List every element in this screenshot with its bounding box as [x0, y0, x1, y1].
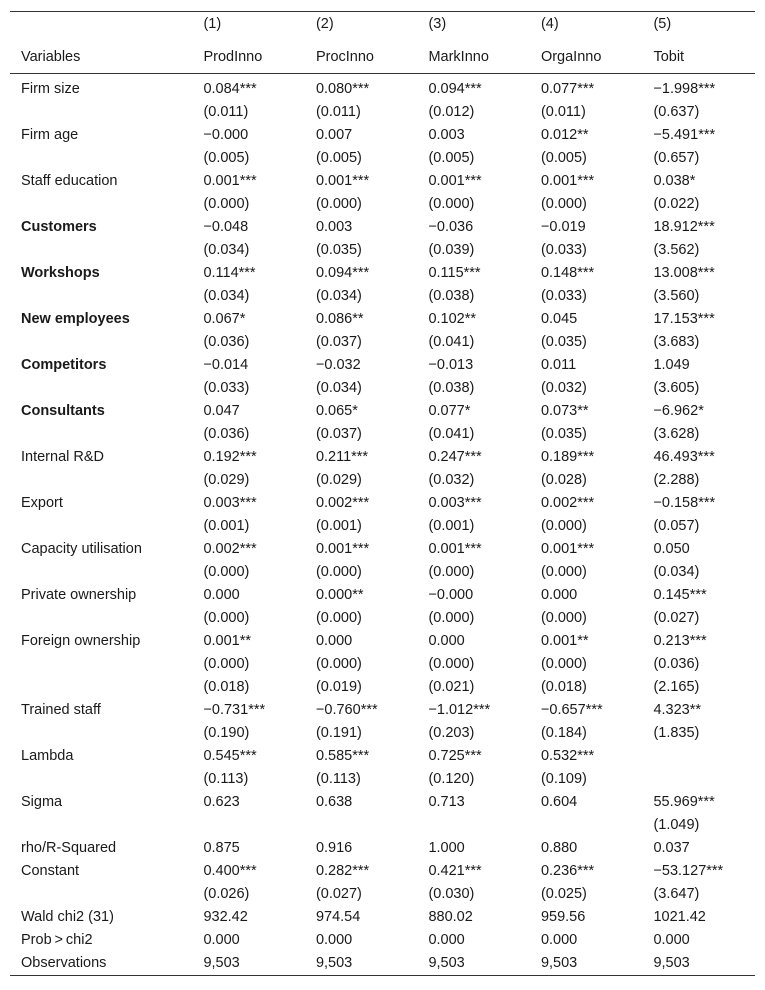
table-cell: −0.158***	[653, 495, 716, 511]
table-cell: 9,503	[428, 955, 465, 971]
table-cell: 880.02	[428, 909, 473, 925]
table-cell: 0.282***	[315, 863, 370, 879]
table-cell: (0.027)	[315, 886, 362, 902]
row-label: Observations	[21, 955, 107, 971]
table-cell: (0.001)	[203, 518, 250, 534]
table-cell: −0.014	[203, 357, 249, 373]
table-cell: (2.165)	[653, 679, 700, 695]
table-cell: (0.025)	[540, 886, 587, 902]
table-cell: 0.011	[540, 357, 577, 373]
table-cell: (0.022)	[653, 196, 700, 212]
table-cell: 0.001***	[315, 173, 370, 189]
table-cell: (0.113)	[203, 771, 249, 787]
table-cell	[192, 814, 305, 837]
table-cell: 0.000	[428, 633, 465, 649]
table-cell	[642, 768, 755, 791]
table-cell: 0.115***	[428, 265, 481, 281]
table-cell: (0.035)	[540, 334, 587, 350]
table-cell: 0.001***	[428, 173, 482, 189]
table-cell: 0.077***	[540, 81, 595, 97]
table-cell: (0.035)	[540, 426, 587, 442]
regression-table-container	[10, 0, 755, 976]
table-cell: 1.000	[428, 840, 465, 856]
table-cell: 0.000	[653, 932, 690, 948]
row-label	[10, 722, 192, 745]
table-cell: (3.647)	[653, 886, 700, 902]
table-cell: 0.114***	[203, 265, 256, 281]
table-cell: 0.236***	[540, 863, 595, 879]
table-cell: 974.54	[315, 909, 361, 925]
table-cell: (3.562)	[653, 242, 700, 258]
row-label	[10, 469, 192, 492]
row-label	[10, 193, 192, 216]
table-cell: (0.026)	[203, 886, 250, 902]
table-cell: 0.875	[203, 840, 240, 856]
table-cell: −0.019	[540, 219, 586, 235]
row-label	[10, 331, 192, 354]
table-cell: −0.760***	[315, 702, 378, 718]
table-cell: (0.000)	[428, 656, 475, 672]
table-cell: (0.034)	[315, 380, 362, 396]
table-cell: (0.033)	[203, 380, 250, 396]
row-label: Wald chi2 (31)	[21, 909, 114, 925]
column-header-row	[10, 43, 755, 74]
row-label: Customers	[21, 219, 97, 235]
row-label: New employees	[21, 311, 130, 327]
table-cell: (0.057)	[653, 518, 700, 534]
table-cell: (0.021)	[428, 679, 475, 695]
table-row	[10, 170, 755, 193]
table-row	[10, 193, 755, 216]
row-label: rho/R-Squared	[21, 840, 117, 856]
column-header: ProcInno	[305, 43, 418, 74]
table-cell	[305, 814, 418, 837]
table-cell: 0.213***	[653, 633, 707, 649]
table-cell: 0.080***	[315, 81, 370, 97]
table-cell: 0.065*	[315, 403, 358, 419]
table-cell: (0.005)	[315, 150, 362, 166]
table-cell: 0.003***	[428, 495, 482, 511]
table-cell: (0.000)	[540, 564, 587, 580]
table-cell: (0.005)	[428, 150, 475, 166]
table-row	[10, 538, 755, 561]
table-cell: 0.012**	[540, 127, 589, 143]
table-cell: 0.001**	[540, 633, 589, 649]
row-label	[10, 653, 192, 676]
table-cell: 0.001**	[203, 633, 252, 649]
table-row	[10, 285, 755, 308]
table-cell: (0.000)	[315, 564, 362, 580]
row-label	[10, 561, 192, 584]
row-label	[10, 607, 192, 630]
column-header: Variables	[10, 43, 192, 74]
table-cell: −0.000	[428, 587, 474, 603]
table-cell: (0.190)	[203, 725, 250, 741]
column-number: (5)	[653, 16, 672, 32]
table-cell: 13.008***	[653, 265, 715, 281]
table-row	[10, 860, 755, 883]
column-number	[10, 12, 192, 43]
table-row	[10, 331, 755, 354]
table-cell: 0.003	[428, 127, 465, 143]
table-cell: 0.189***	[540, 449, 595, 465]
table-cell: 18.912***	[653, 219, 715, 235]
table-cell: (0.036)	[203, 426, 250, 442]
table-cell: (0.191)	[315, 725, 362, 741]
table-row	[10, 906, 755, 929]
table-row	[10, 952, 755, 976]
table-row	[10, 883, 755, 906]
row-label	[10, 883, 192, 906]
table-row	[10, 630, 755, 653]
row-label: Prob > chi2	[21, 932, 93, 948]
table-cell: 0.880	[540, 840, 578, 856]
table-cell: (1.049)	[653, 817, 700, 833]
table-row	[10, 262, 755, 285]
row-label	[10, 423, 192, 446]
table-cell: 1021.42	[653, 909, 706, 925]
table-cell: (0.018)	[203, 679, 250, 695]
table-cell: 0.037	[653, 840, 690, 856]
table-cell: 0.002***	[540, 495, 595, 511]
row-label: Trained staff	[21, 702, 101, 718]
table-row	[10, 607, 755, 630]
table-cell: 0.145***	[653, 587, 707, 603]
table-row	[10, 377, 755, 400]
table-cell: 0.007	[315, 127, 353, 143]
table-cell: 0.000**	[315, 587, 364, 603]
table-row	[10, 400, 755, 423]
row-label: Foreign ownership	[21, 633, 141, 649]
table-cell: 0.001***	[540, 541, 595, 557]
table-cell: −0.731***	[203, 702, 266, 718]
table-row	[10, 308, 755, 331]
table-cell: −0.048	[203, 219, 249, 235]
table-cell: −6.962*	[653, 403, 704, 419]
table-body	[10, 74, 755, 976]
table-cell: (0.030)	[428, 886, 475, 902]
row-label	[10, 285, 192, 308]
table-row	[10, 699, 755, 722]
row-label: Private ownership	[21, 587, 137, 603]
table-cell: (0.005)	[203, 150, 250, 166]
row-label	[10, 147, 192, 170]
table-cell: 0.094***	[428, 81, 482, 97]
table-cell: 0.247***	[428, 449, 482, 465]
table-row	[10, 814, 755, 837]
column-number: (4)	[540, 16, 559, 32]
table-cell: 0.211***	[315, 449, 369, 465]
table-cell: 0.047	[203, 403, 240, 419]
table-cell: 0.001***	[540, 173, 595, 189]
table-cell: 0.623	[203, 794, 240, 810]
table-cell: 0.725***	[428, 748, 482, 764]
table-cell: 55.969***	[653, 794, 715, 810]
table-cell: (0.113)	[315, 771, 361, 787]
table-cell: 0.050	[653, 541, 690, 557]
table-cell: 0.102**	[428, 311, 477, 327]
table-cell: 1.049	[653, 357, 690, 373]
table-cell: 0.001***	[428, 541, 482, 557]
table-row	[10, 124, 755, 147]
row-label	[10, 768, 192, 791]
table-cell: (0.011)	[315, 104, 361, 120]
table-cell: 0.000	[540, 932, 578, 948]
table-row	[10, 768, 755, 791]
column-header: Tobit	[642, 43, 755, 74]
column-number: (3)	[428, 16, 447, 32]
table-row	[10, 676, 755, 699]
table-cell: (0.000)	[428, 564, 475, 580]
table-row	[10, 584, 755, 607]
table-cell: (0.035)	[315, 242, 362, 258]
table-cell: 0.077*	[428, 403, 471, 419]
table-cell: 9,503	[315, 955, 353, 971]
table-cell: (2.288)	[653, 472, 700, 488]
column-header: MarkInno	[417, 43, 530, 74]
row-label: Consultants	[21, 403, 105, 419]
table-cell: (0.019)	[315, 679, 362, 695]
table-cell: 0.148***	[540, 265, 595, 281]
table-row	[10, 354, 755, 377]
table-cell: (0.203)	[428, 725, 475, 741]
table-cell	[530, 814, 643, 837]
row-label	[10, 101, 192, 124]
row-label: Staff education	[21, 173, 118, 189]
table-row	[10, 239, 755, 262]
table-cell: (3.605)	[653, 380, 700, 396]
table-cell: (0.184)	[540, 725, 587, 741]
table-cell: 0.638	[315, 794, 353, 810]
row-label: Lambda	[21, 748, 74, 764]
table-cell: (0.038)	[428, 380, 475, 396]
table-cell: 0.094***	[315, 265, 370, 281]
table-cell: 0.000	[203, 932, 240, 948]
table-cell: (0.005)	[540, 150, 587, 166]
table-cell: 0.000	[315, 932, 353, 948]
table-cell: (0.000)	[315, 196, 362, 212]
table-cell: 9,503	[653, 955, 690, 971]
table-cell: (0.011)	[203, 104, 249, 120]
table-cell: −0.032	[315, 357, 361, 373]
table-cell: (0.034)	[315, 288, 362, 304]
table-cell: 0.713	[428, 794, 465, 810]
table-cell: (0.000)	[540, 518, 587, 534]
column-header: ProdInno	[192, 43, 305, 74]
row-label	[10, 239, 192, 262]
table-cell: 959.56	[540, 909, 586, 925]
column-number: (2)	[315, 16, 334, 32]
table-cell: (0.041)	[428, 334, 475, 350]
table-cell: 0.002***	[203, 541, 257, 557]
table-cell: 0.400***	[203, 863, 257, 879]
table-cell: (0.000)	[203, 656, 250, 672]
table-row	[10, 74, 755, 102]
table-cell: (3.560)	[653, 288, 700, 304]
table-cell: 0.002***	[315, 495, 370, 511]
regression-table	[10, 11, 755, 976]
column-number-row	[10, 12, 755, 43]
table-cell: 0.192***	[203, 449, 257, 465]
table-cell	[417, 814, 530, 837]
table-cell: 46.493***	[653, 449, 715, 465]
table-cell: −0.657***	[540, 702, 603, 718]
table-row	[10, 745, 755, 768]
table-cell: (0.041)	[428, 426, 475, 442]
table-cell: 0.003***	[203, 495, 257, 511]
table-cell: (0.032)	[428, 472, 475, 488]
table-cell: (0.000)	[540, 196, 587, 212]
table-row	[10, 837, 755, 860]
table-cell: −1.998***	[653, 81, 716, 97]
table-cell: 0.421***	[428, 863, 482, 879]
table-cell: (0.032)	[540, 380, 587, 396]
row-label	[10, 676, 192, 699]
table-cell: (0.039)	[428, 242, 475, 258]
table-cell: (0.036)	[203, 334, 250, 350]
table-cell: 0.038*	[653, 173, 696, 189]
table-cell: (0.034)	[203, 242, 250, 258]
table-cell: (0.001)	[315, 518, 362, 534]
table-cell: (0.038)	[428, 288, 475, 304]
table-cell: 0.000	[540, 587, 578, 603]
table-cell: −0.013	[428, 357, 474, 373]
row-label: Export	[21, 495, 63, 511]
table-row	[10, 561, 755, 584]
table-cell: (0.034)	[653, 564, 700, 580]
table-cell: 932.42	[203, 909, 248, 925]
table-cell: (0.109)	[540, 771, 587, 787]
table-cell: (0.033)	[540, 288, 587, 304]
table-cell: 0.545***	[203, 748, 257, 764]
table-cell: (0.000)	[203, 610, 250, 626]
table-cell: 4.323**	[653, 702, 702, 718]
table-cell: 9,503	[540, 955, 578, 971]
row-label: Firm age	[21, 127, 79, 143]
table-cell: (1.835)	[653, 725, 700, 741]
table-cell: 0.604	[540, 794, 578, 810]
table-row	[10, 515, 755, 538]
table-cell: 0.003	[315, 219, 353, 235]
table-cell: (0.037)	[315, 426, 362, 442]
table-row	[10, 101, 755, 124]
row-label: Internal R&D	[21, 449, 105, 465]
table-cell: (0.028)	[540, 472, 587, 488]
table-cell: (0.000)	[315, 610, 362, 626]
table-row	[10, 147, 755, 170]
table-cell: (0.018)	[540, 679, 587, 695]
row-label: Capacity utilisation	[21, 541, 142, 557]
table-cell: (0.000)	[203, 196, 250, 212]
table-cell: 0.000	[428, 932, 465, 948]
column-header: OrgaInno	[530, 43, 643, 74]
table-cell: 0.000	[315, 633, 353, 649]
table-cell: 0.585***	[315, 748, 370, 764]
table-cell: (0.027)	[653, 610, 700, 626]
table-row	[10, 469, 755, 492]
table-cell: (0.000)	[203, 564, 250, 580]
table-cell: (0.034)	[203, 288, 250, 304]
table-cell: (0.011)	[540, 104, 586, 120]
table-cell: (0.000)	[315, 656, 362, 672]
table-cell: (0.033)	[540, 242, 587, 258]
row-label	[10, 377, 192, 400]
table-row	[10, 653, 755, 676]
table-cell: (0.000)	[540, 656, 587, 672]
table-row	[10, 492, 755, 515]
table-cell: 17.153***	[653, 311, 715, 327]
table-cell: (0.036)	[653, 656, 700, 672]
table-row	[10, 791, 755, 814]
table-cell: (0.000)	[428, 610, 475, 626]
table-cell: 0.001***	[315, 541, 370, 557]
table-cell: 0.067*	[203, 311, 246, 327]
table-cell: (0.001)	[428, 518, 475, 534]
table-cell: (3.628)	[653, 426, 700, 442]
table-cell: 0.532***	[540, 748, 595, 764]
table-cell: 0.045	[540, 311, 578, 327]
row-label: Competitors	[21, 357, 107, 373]
table-cell: 0.000	[203, 587, 240, 603]
row-label: Constant	[21, 863, 80, 879]
table-cell: (0.012)	[428, 104, 475, 120]
table-cell: 0.084***	[203, 81, 257, 97]
table-cell: −1.012***	[428, 702, 491, 718]
row-label: Workshops	[21, 265, 100, 281]
row-label: Sigma	[21, 794, 63, 810]
table-cell: (0.120)	[428, 771, 475, 787]
column-number: (1)	[203, 16, 222, 32]
table-cell: −53.127***	[653, 863, 724, 879]
table-cell: −0.036	[428, 219, 474, 235]
table-cell: 9,503	[203, 955, 240, 971]
row-label	[10, 814, 192, 837]
table-cell: 0.916	[315, 840, 353, 856]
table-row	[10, 929, 755, 952]
table-cell: 0.073**	[540, 403, 589, 419]
table-cell	[642, 745, 755, 768]
table-row	[10, 722, 755, 745]
table-cell: (0.037)	[315, 334, 362, 350]
table-cell: −0.000	[203, 127, 249, 143]
row-label: Firm size	[21, 81, 80, 97]
table-cell: (0.029)	[203, 472, 250, 488]
table-cell: (0.637)	[653, 104, 700, 120]
table-cell: (0.000)	[428, 196, 475, 212]
table-cell: (0.657)	[653, 150, 700, 166]
table-cell: 0.086**	[315, 311, 364, 327]
table-cell: (0.029)	[315, 472, 362, 488]
table-cell: −5.491***	[653, 127, 716, 143]
table-cell: 0.001***	[203, 173, 257, 189]
row-label	[10, 515, 192, 538]
table-row	[10, 423, 755, 446]
table-row	[10, 216, 755, 239]
table-cell: (3.683)	[653, 334, 700, 350]
table-row	[10, 446, 755, 469]
table-cell: (0.000)	[540, 610, 587, 626]
